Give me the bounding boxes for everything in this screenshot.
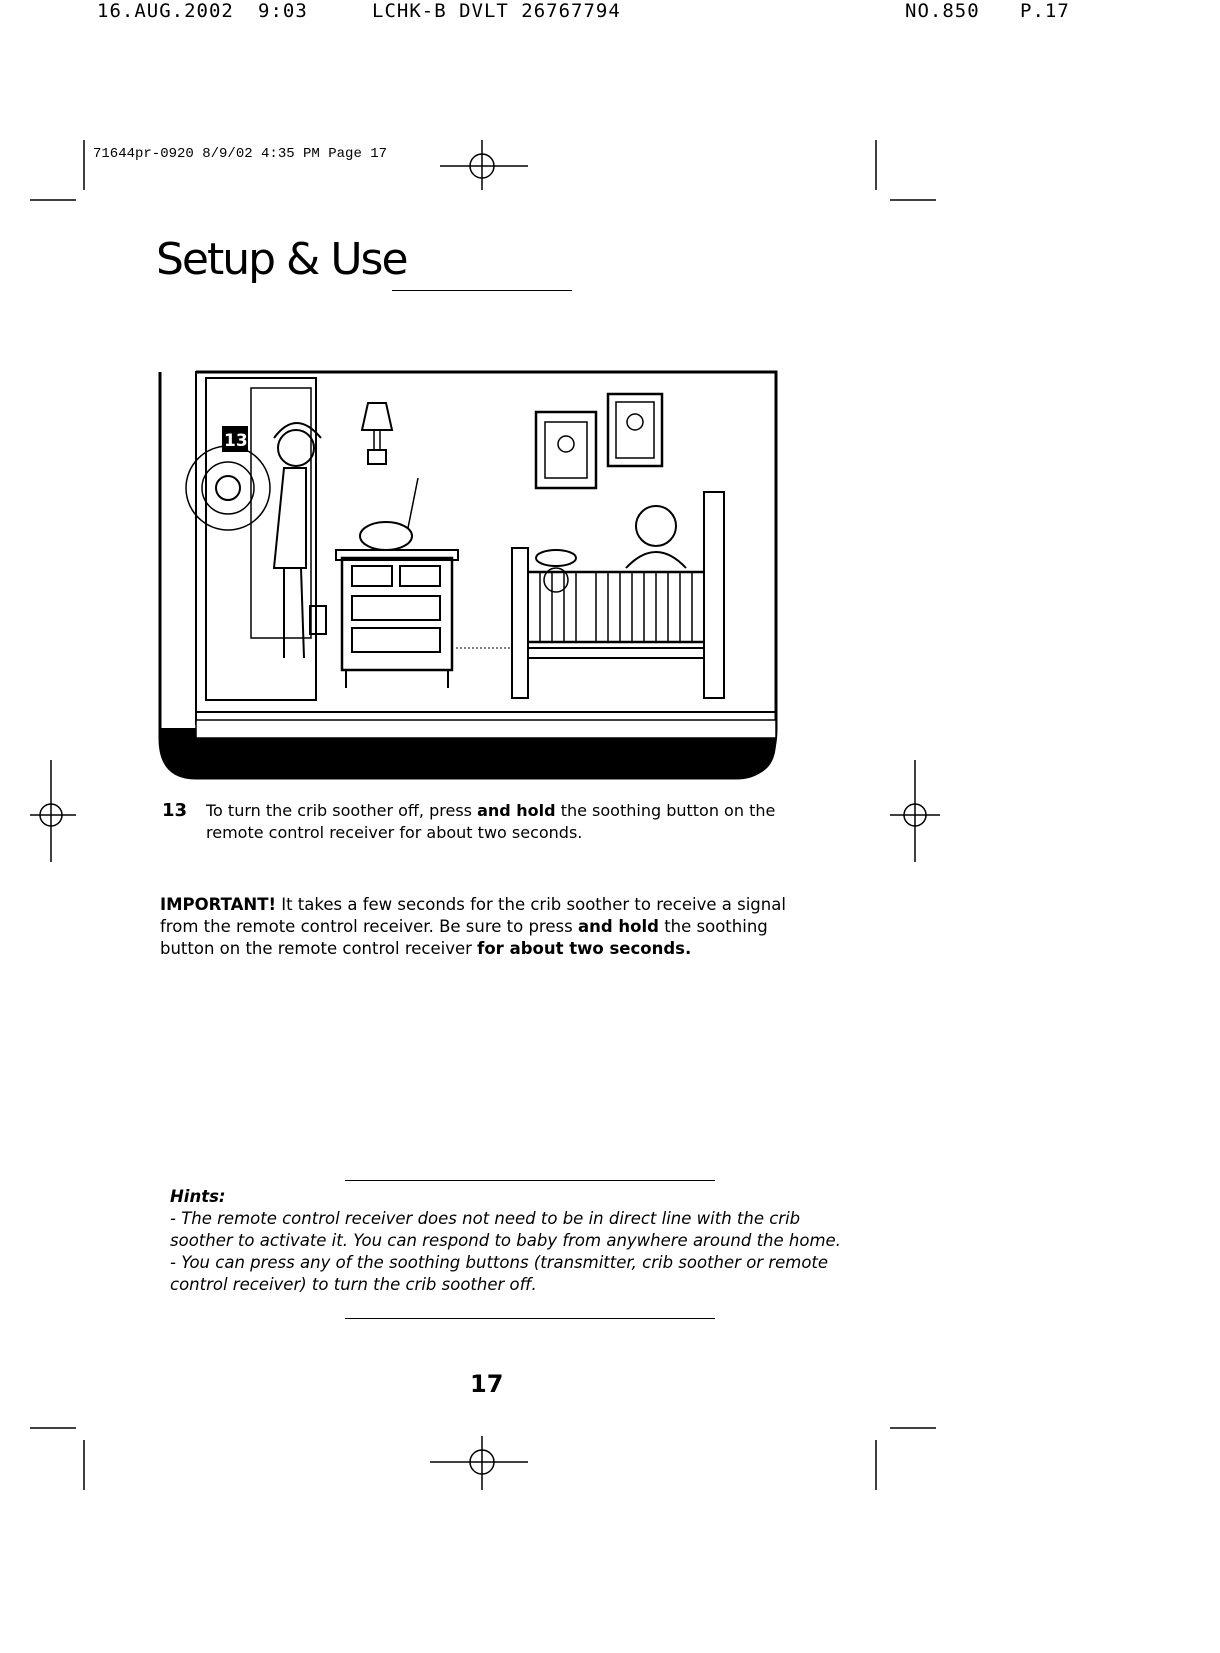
page-title: Setup & Use [156, 234, 407, 285]
step-text-part: the soothing button on the remote control receiver for about two seconds. [206, 801, 776, 842]
important-text: It takes a few seconds for the crib soother to receive a signal from the remote control receiver. Be sure to press [160, 895, 786, 936]
nursery-illustration [156, 368, 806, 788]
fax-page: P.17 [1020, 0, 1070, 22]
step-text-part: To turn the crib soother off, press [206, 801, 478, 820]
hints-rule-top [345, 1180, 715, 1181]
important-bold: for about two seconds. [477, 939, 692, 958]
hints-title: Hints: [170, 1187, 226, 1206]
step-text-bold: and hold [477, 801, 556, 820]
hints-box [170, 1186, 850, 1296]
fax-sender: LCHK-B DVLT 26767794 [372, 0, 621, 22]
step-text [206, 800, 806, 844]
fax-time: 9:03 [258, 0, 308, 22]
page-number: 17 [470, 1370, 504, 1398]
fax-number: NO.850 [905, 0, 980, 22]
step-number: 13 [162, 800, 188, 821]
important-label: IMPORTANT! [160, 895, 276, 914]
hint-item: - The remote control receiver does not need to be in direct line with the crib soother to activate it. You can respond to baby from anywhere around the home. [170, 1209, 841, 1250]
print-slug: 71644pr-0920 8/9/02 4:35 PM Page 17 [93, 146, 388, 162]
important-text: the soothing button on the remote control receiver [160, 917, 768, 958]
hints-rule-bottom [345, 1318, 715, 1319]
title-rule [392, 290, 572, 291]
important-bold: and hold [577, 917, 659, 936]
hint-item: - You can press any of the soothing buttons (transmitter, crib soother or remote control receiver) to turn the crib soother off. [170, 1253, 829, 1294]
important-note [160, 894, 800, 960]
callout-number: 13 [224, 431, 248, 451]
fax-date: 16.AUG.2002 [97, 0, 234, 22]
